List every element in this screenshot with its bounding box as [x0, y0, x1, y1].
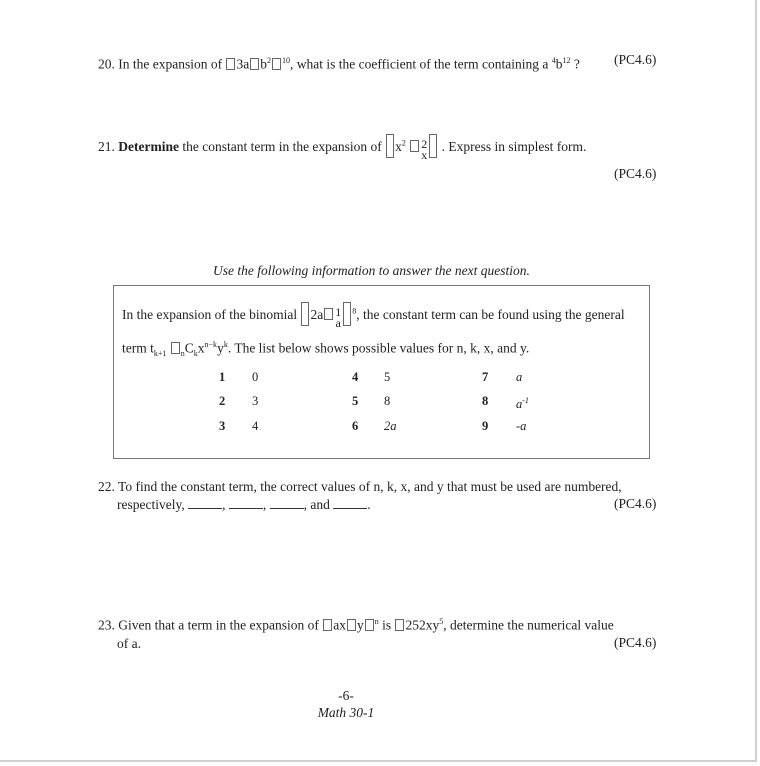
- option-value: 2a: [384, 419, 397, 433]
- question-number: 22.: [98, 479, 115, 494]
- operator-glyph: [410, 140, 419, 152]
- exponent: n: [374, 617, 379, 626]
- question-number: 20.: [98, 56, 115, 72]
- bracket-glyph: [323, 619, 332, 631]
- option-value: -a: [516, 419, 527, 433]
- answer-blank-n[interactable]: [188, 496, 222, 509]
- subscript: k: [193, 349, 198, 359]
- question-23: [98, 613, 614, 635]
- bracket-glyph: [343, 302, 351, 326]
- bracket-glyph: [365, 619, 374, 631]
- expression-term: 2a: [310, 307, 324, 322]
- bracket-glyph: [429, 134, 437, 158]
- exponent: k: [223, 340, 228, 349]
- option-number: 9: [482, 419, 489, 433]
- question-verb: Determine: [118, 139, 179, 154]
- option-number: 1: [219, 370, 226, 384]
- denominator: x: [421, 148, 428, 162]
- course-name: Math 30-1: [317, 705, 375, 720]
- exponent: 4: [551, 56, 556, 65]
- question-text: , and: [303, 497, 330, 512]
- question-22: [98, 478, 622, 496]
- subscript: n: [180, 349, 185, 359]
- question-number: 23.: [98, 617, 115, 633]
- expression-term: y: [217, 340, 224, 356]
- expression-term: b: [260, 56, 267, 72]
- binomial-line: [122, 302, 625, 329]
- operator-glyph: [395, 619, 404, 631]
- option-value: 8: [384, 394, 391, 408]
- expression-term: ax: [333, 617, 346, 633]
- outcome-code: (PC4.6): [614, 635, 657, 650]
- question-text: is: [382, 617, 392, 633]
- info-heading: Use the following information to answer the next question.: [213, 263, 530, 278]
- option-number: 4: [352, 370, 359, 384]
- operator-glyph: [347, 619, 356, 631]
- question-text: Given that a term in the expansion of: [118, 617, 319, 633]
- info-box: [113, 285, 650, 459]
- numerator: 1: [335, 305, 342, 319]
- denominator: a: [335, 316, 341, 330]
- option-value: 0: [252, 370, 259, 384]
- option-value: a: [516, 370, 523, 384]
- exponent: 10: [281, 56, 290, 65]
- equals-glyph: [171, 342, 180, 354]
- outcome-code: (PC4.6): [614, 52, 657, 67]
- question-text: To find the constant term, the correct values of n, k, x, and y that must be used are numbered,: [118, 479, 622, 494]
- option-number: 7: [482, 370, 489, 384]
- expression-term: 252xy: [405, 617, 440, 633]
- expression-term: x: [197, 340, 205, 356]
- info-text: term: [122, 340, 147, 356]
- info-text: , the constant term can be found using the general: [356, 307, 625, 322]
- question-21: [98, 134, 586, 161]
- option-number: 6: [352, 419, 359, 433]
- info-text: In the expansion of the binomial: [122, 307, 298, 322]
- question-mark: ?: [573, 56, 580, 72]
- option-value: [516, 396, 529, 412]
- expression-term: b: [555, 56, 563, 72]
- option-value-base: a: [516, 397, 523, 412]
- general-term-line: [122, 336, 529, 363]
- exponent: 12: [562, 56, 571, 65]
- fraction: [421, 139, 427, 161]
- question-text: respectively,: [117, 497, 185, 512]
- subscript: k+1: [153, 349, 167, 359]
- answer-blank-x[interactable]: [270, 496, 304, 509]
- info-text: . The list below shows possible values for n, k, x, and y.: [227, 340, 530, 356]
- exponent: 5: [439, 617, 444, 626]
- operator-glyph: [324, 308, 333, 320]
- question-number: 21.: [98, 139, 115, 154]
- option-value: 4: [252, 419, 259, 433]
- question-20: [98, 52, 580, 74]
- bracket-glyph: [226, 58, 235, 70]
- expression-term: y: [356, 617, 364, 633]
- option-number: 8: [482, 394, 489, 408]
- option-number: 5: [352, 394, 359, 408]
- expression-term: t: [150, 340, 154, 356]
- outcome-code: (PC4.6): [614, 166, 657, 181]
- bracket-glyph: [301, 302, 309, 326]
- expression-term: C: [184, 340, 194, 356]
- question-23-line2: of a.: [117, 636, 141, 651]
- question-text: . Express in simplest form.: [441, 139, 587, 154]
- expression-term: 3a: [236, 56, 250, 72]
- option-value: 5: [384, 370, 391, 384]
- option-number: 2: [219, 394, 226, 408]
- question-22-line2: respectively, , , , and .: [117, 497, 371, 512]
- exponent: 2: [266, 56, 271, 65]
- numerator: 2: [421, 137, 428, 151]
- exponent: -1: [522, 396, 529, 405]
- exponent: 2: [401, 138, 406, 148]
- operator-glyph: [250, 58, 259, 70]
- question-text: In the expansion of: [118, 56, 223, 72]
- question-text: the constant term in the expansion of: [182, 139, 382, 154]
- answer-blank-y[interactable]: [333, 496, 367, 509]
- exponent: 8: [352, 306, 357, 316]
- page-number: -6-: [338, 688, 354, 703]
- bracket-glyph: [386, 134, 394, 158]
- question-text: , determine the numerical value: [443, 617, 614, 633]
- bracket-glyph: [272, 58, 281, 70]
- answer-blank-k[interactable]: [229, 496, 263, 509]
- option-value: 3: [252, 394, 259, 408]
- outcome-code: (PC4.6): [614, 496, 657, 511]
- question-text: , what is the coefficient of the term containing a: [289, 56, 549, 72]
- fraction: [335, 307, 341, 329]
- question-text: .: [367, 497, 371, 512]
- exponent: n−k: [204, 340, 218, 349]
- expression-term: x: [395, 139, 402, 154]
- option-number: 3: [219, 419, 226, 433]
